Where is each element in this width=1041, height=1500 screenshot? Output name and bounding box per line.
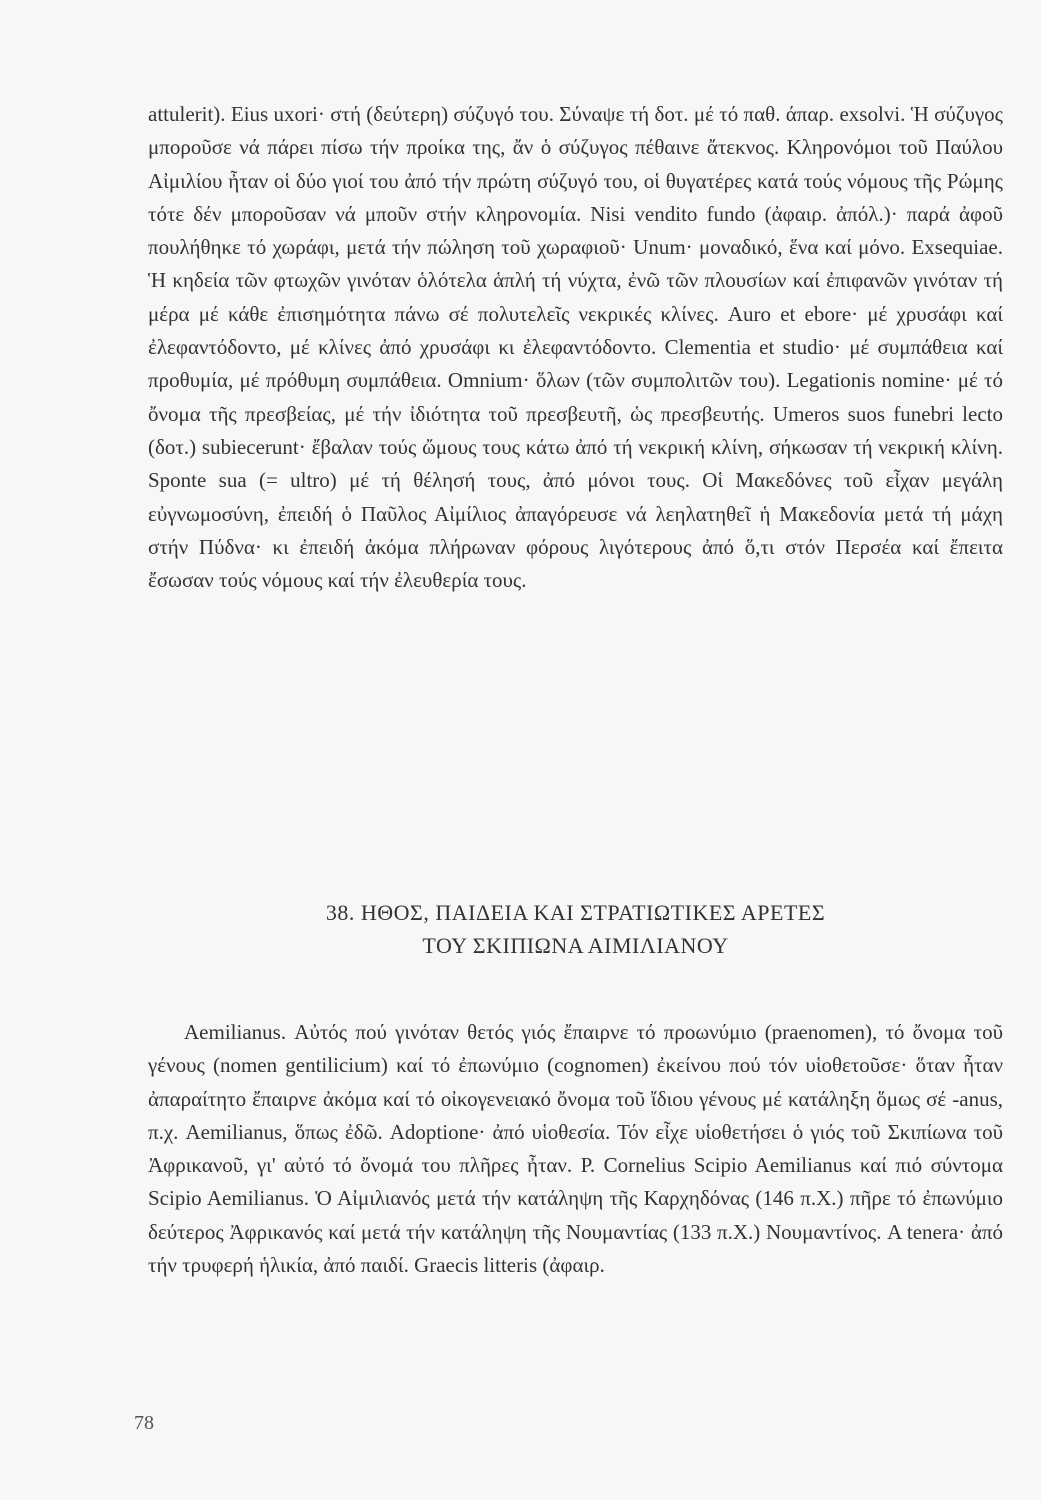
commentary-paragraph-bottom: Aemilianus. Αὐτός πού γινόταν θετός γιός ἔπαιρνε τό προωνύμιο (praenomen), τό ὄνομα τοῦ γένους (nomen gentilicium) καί τό ἐπωνύμιο (cognomen) ἐκείνου πού τόν υἱοθετοῦσε· ὅταν ἦταν ἀπαραίτητο ἔπαιρνε ἀκόμα καί τό οἰκογενειακό ὄνομα τοῦ ἴδιου γένους μέ κατάληξη ὅμως σέ -anus, π.χ. Aemilianus, ὅπως ἐδῶ. Adoptione· ἀπό υἱοθεσία. Τόν εἶχε υἱοθετήσει ὁ γιός τοῦ Σκιπίωνα τοῦ Ἀφρικανοῦ, γι' αὐτό τό ὄνομά του πλῆρες ἦταν. P. Cornelius Scipio Aemilianus καί πιό σύντομα Scipio Aemilianus. Ὁ Αἰμιλιανός μετά τήν κατάληψη τῆς Καρχηδόνας (146 π.Χ.) πῆρε τό ἐπωνύμιο δεύτερος Ἀφρικανός καί μετά τήν κατάληψη τῆς Νουμαντίας (133 π.Χ.) Νουμαντίνος. A tenera· ἀπό τήν τρυφερή ἡλικία, ἀπό παιδί. Graecis litteris (ἀφαιρ. xyxy=(148,1020,1003,1278)
section-heading-line-2: ΤΟΥ ΣΚΙΠΙΩΝΑ ΑΙΜΙΛΙΑΝΟΥ xyxy=(422,933,729,958)
page-number: 78 xyxy=(134,1412,154,1434)
commentary-text-bottom xyxy=(148,1016,1003,1282)
commentary-paragraph-top: attulerit). Eius uxori· στή (δεύτερη) σύζυγό του. Σύναψε τή δοτ. μέ τό παθ. άπαρ. exsolvi. Ἡ σύζυγος μποροῦσε νά πάρει πίσω τήν προίκα της, ἄν ὁ σύζυγος πέθαινε ἄτεκνος. Κληρονόμοι τοῦ Παύλου Αἰμιλίου ἦταν οἱ δύο γιοί του ἀπό τήν πρώτη σύζυγό του, οἱ θυγατέρες κατά τούς νόμους τῆς Ρώμης τότε δέν μποροῦσαν νά μποῦν στήν κληρονομία. Nisi vendito fundo (ἀφαιρ. ἀπόλ.)· παρά ἀφοῦ πουλήθηκε τό χωράφι, μετά τήν πώληση τοῦ χωραφιοῦ· Unum· μοναδικό, ἕνα καί μόνο. Exsequiae. Ἡ κηδεία τῶν φτωχῶν γινόταν ὁλότελα ἁπλή τή νύχτα, ἐνῶ τῶν πλουσίων καί ἐπιφανῶν γινόταν τή μέρα μέ κάθε ἐπισημότητα πάνω σέ πολυτελεῖς νεκρικές κλίνες. Auro et ebore· μέ χρυσάφι καί ἐλεφαντόδοντο, μέ κλίνες ἀπό χρυσάφι κι ἐλεφαντόδοντο. Clementia et studio· μέ συμπάθεια καί προθυμία, μέ πρόθυμη συμπάθεια. Omnium· ὅλων (τῶν συμπολιτῶν του). Legationis nomine· μέ τό ὄνομα τῆς πρεσβείας, μέ τήν ἰδιότητα τοῦ πρεσβευτῆ, ὡς πρεσβευτής. Umeros suos funebri lecto (δοτ.) subiecerunt· ἔβαλαν τούς ὤμους τους κάτω ἀπό τή νεκρική κλίνη, σήκωσαν τή νεκρική κλίνη. Sponte sua (= ultro) μέ τή θέλησή τους, ἀπό μόνοι τους. Οἱ Μακεδόνες τοῦ εἶχαν μεγάλη εὐγνωμοσύνη, ἐπειδή ὁ Παῦλος Αἰμίλιος ἀπαγόρευσε νά λεηλατηθεῖ ἡ Μακεδονία μετά τή μάχη στήν Πύδνα· κι ἐπειδή ἀκόμα πλήρωναν φόρους λιγότερους ἀπό ὅ,τι στόν Περσέα καί ἔπειτα ἔσωσαν τούς νόμους καί τήν ἐλευθερία τους. xyxy=(148,102,1003,593)
commentary-text-top xyxy=(148,98,1003,597)
section-heading xyxy=(148,896,1003,962)
section-heading-line-1: 38. ΗΘΟΣ, ΠΑΙΔΕΙΑ ΚΑΙ ΣΤΡΑΤΙΩΤΙΚΕΣ ΑΡΕΤΕΣ xyxy=(325,900,826,925)
